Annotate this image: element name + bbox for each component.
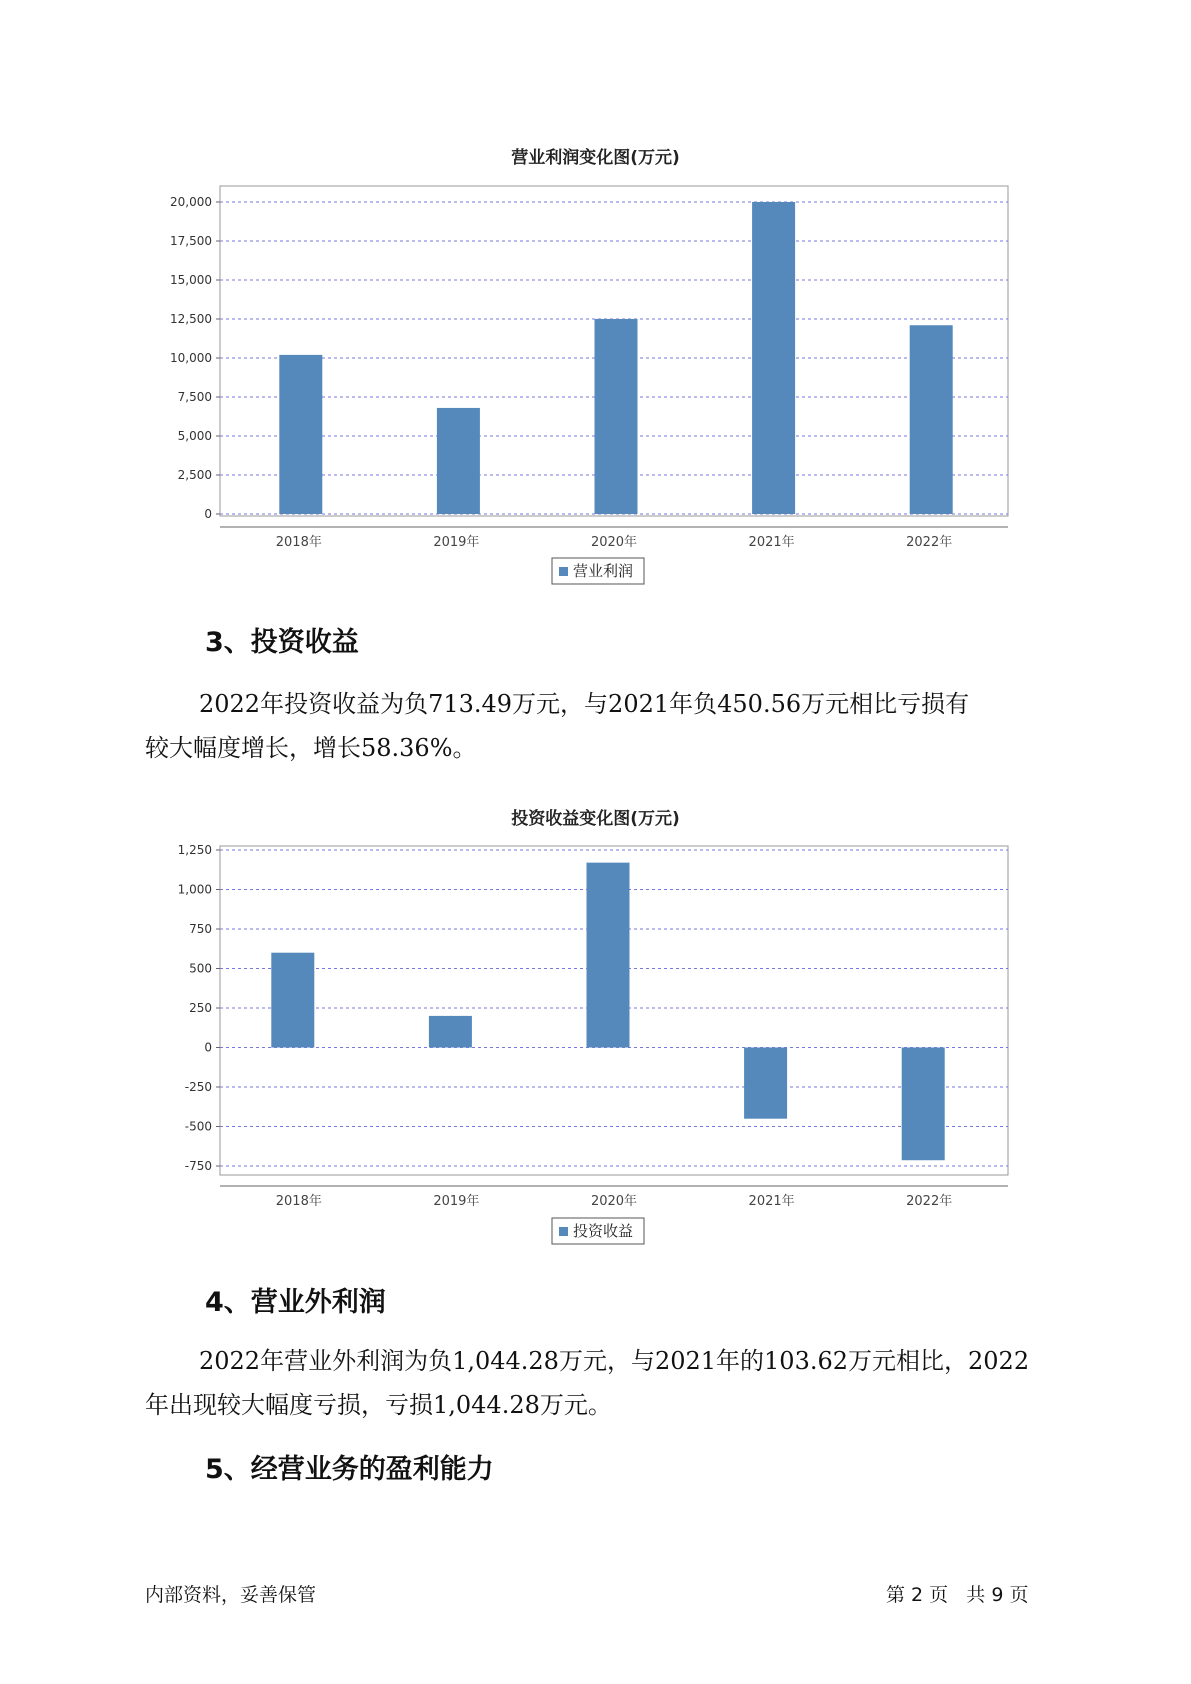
chart2-title: 投资收益变化图(万元) [511,809,680,829]
legend-swatch [559,1227,568,1236]
y-tick-label: 500 [189,961,212,976]
bar-2018年 [271,953,314,1048]
y-tick-label: 5,000 [177,429,212,443]
x-tick-label: 2021年 [748,1194,795,1209]
section-4-line1: 2022年营业外利润为负1,044.28万元，与2021年的103.62万元相比，2022 [199,1347,1030,1375]
y-tick-label: 750 [189,922,212,936]
y-tick-label: 20,000 [170,195,212,209]
y-tick-label: 7,500 [177,390,212,404]
x-tick-label: 2022年 [906,1194,953,1209]
y-tick-label: 250 [189,1001,212,1015]
x-tick-label: 2018年 [275,1194,322,1209]
y-tick-label: -250 [184,1080,212,1094]
x-tick-label: 2019年 [433,535,480,550]
footer-left: 内部资料，妥善保管 [145,1584,317,1606]
bar-2020年 [587,863,630,1048]
section-3-line2: 较大幅度增长，增长58.36%。 [145,734,477,762]
y-tick-label: -500 [184,1119,212,1134]
y-tick-label: 0 [204,507,212,521]
section-4-line2: 年出现较大幅度亏损，亏损1,044.28万元。 [145,1391,612,1419]
y-tick-label: 12,500 [170,312,212,326]
y-tick-label: 1,000 [177,882,212,897]
section-3-line1: 2022年投资收益为负713.49万元，与2021年负450.56万元相比亏损有 [199,690,970,718]
y-tick-label: 10,000 [170,351,212,365]
x-tick-label: 2018年 [275,535,322,550]
bar-2022年 [902,1048,945,1161]
y-tick-label: -750 [184,1159,212,1173]
section-4-heading: 4、营业外利润 [205,1287,386,1318]
legend-label: 投资收益 [573,1222,634,1240]
y-tick-label: 2,500 [177,468,212,482]
footer-page-number: 第 2 页 共 9 页 [886,1584,1029,1606]
section-5-heading: 5、经营业务的盈利能力 [205,1454,494,1485]
x-tick-label: 2021年 [748,535,795,550]
section-4-paragraph [145,1339,1075,1427]
x-tick-label: 2022年 [906,535,953,550]
y-tick-label: 15,000 [170,273,212,287]
legend-label: 营业利润 [573,562,634,580]
y-tick-label: 17,500 [170,234,212,248]
bar-2021年 [744,1048,787,1119]
x-tick-label: 2020年 [590,1194,638,1209]
section-3-heading: 3、投资收益 [205,627,359,658]
y-tick-label: 1,250 [177,843,212,857]
x-tick-label: 2019年 [433,1194,480,1209]
bar-2019年 [429,1016,472,1048]
y-tick-label: 0 [204,1040,212,1055]
chart1-title: 营业利润变化图(万元) [511,148,680,168]
x-tick-label: 2020年 [590,535,638,550]
